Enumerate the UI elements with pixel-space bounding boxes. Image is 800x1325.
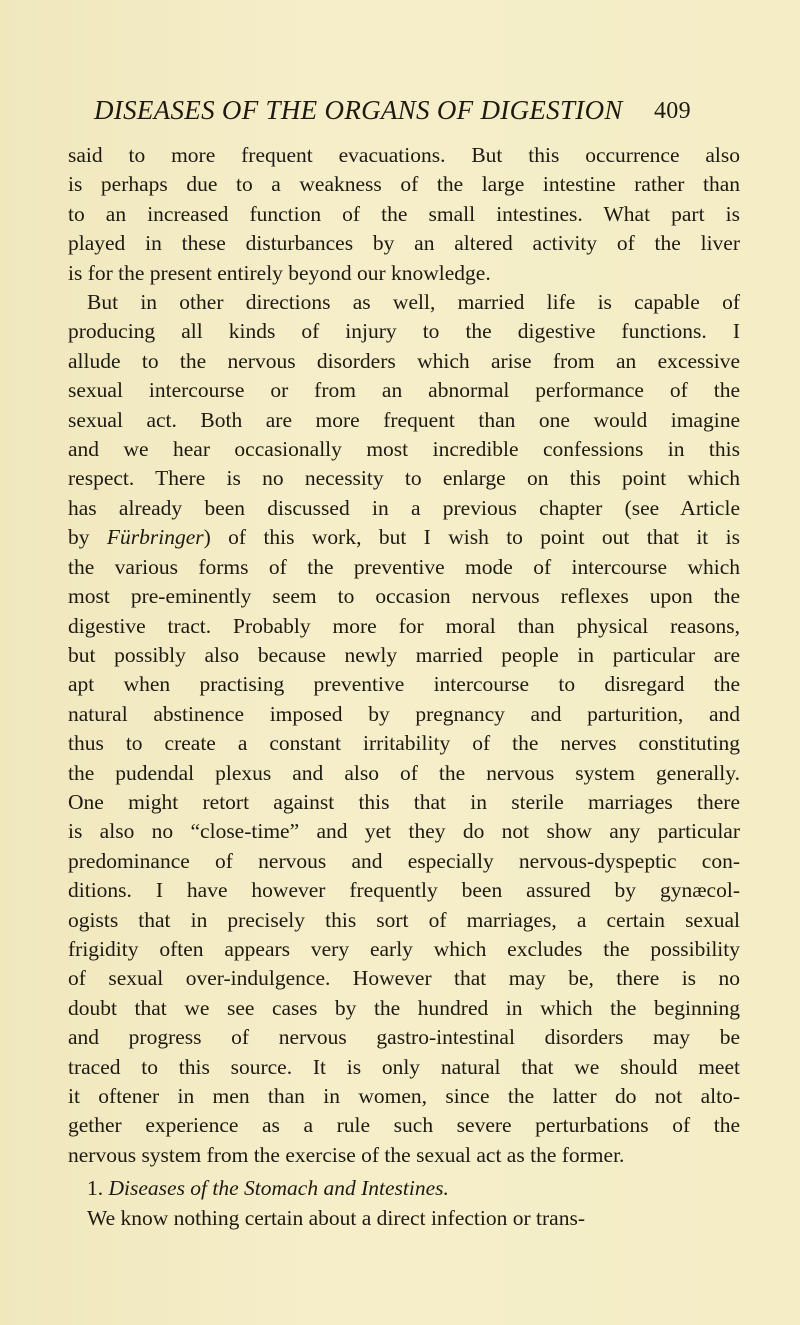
- citation-prefix: by: [68, 525, 107, 550]
- text-line: the pudendal plexus and also of the nervous system generally.: [68, 760, 740, 785]
- text-line: allude to the nervous disorders which arise from an excessive: [68, 348, 740, 373]
- text-line: respect. There is no necessity to enlarge on this point which: [68, 466, 740, 491]
- text-line: natural abstinence imposed by pregnancy and parturition, and: [68, 701, 740, 726]
- text-line: sexual intercourse or from an abnormal performance of the: [68, 378, 740, 403]
- text-line: We know nothing certain about a direct infection or trans-: [87, 1205, 585, 1230]
- text-line: nervous system from the exercise of the sexual act as the former.: [68, 1142, 625, 1167]
- text-line: the various forms of the preventive mode of intercourse which: [68, 554, 740, 579]
- text-line: and progress of nervous gastro-intestinal disorders may be: [68, 1025, 740, 1050]
- text-line: and we hear occasionally most incredible confessions in this: [68, 437, 740, 462]
- paragraph-2: [68, 288, 740, 1170]
- section-title: Diseases of the Stomach and Intestines.: [108, 1176, 449, 1201]
- author-citation: Fürbringer: [106, 525, 204, 550]
- text-line: frigidity often appears very early which excludes the possibility: [68, 936, 740, 961]
- text-line: doubt that we see cases by the hundred in which the beginning: [68, 995, 740, 1020]
- citation-close: ): [203, 525, 211, 550]
- text-line: is also no “close-time” and yet they do not show any particular: [68, 819, 740, 844]
- section-heading: [68, 1174, 740, 1203]
- text-line: traced to this source. It is only natural that we should meet: [68, 1054, 740, 1079]
- text-line: played in these disturbances by an altered activity of the liver: [68, 231, 740, 256]
- text-line: is perhaps due to a weakness of the large intestine rather than: [68, 172, 740, 197]
- text-line: has already been discussed in a previous chapter (see Article: [68, 495, 740, 520]
- text-line: but possibly also because newly married people in particular are: [68, 642, 740, 667]
- text-line: to an increased function of the small intestines. What part is: [68, 201, 740, 226]
- text-line: predominance of nervous and especially nervous-dyspeptic con-: [68, 848, 740, 873]
- text-line: ogists that in precisely this sort of marriages, a certain sexual: [68, 907, 740, 932]
- page-number: 409: [654, 98, 691, 124]
- text-line: sexual act. Both are more frequent than one would imagine: [68, 407, 740, 432]
- text-line: said to more frequent evacuations. But this occurrence also: [68, 143, 740, 167]
- text-line: most pre-eminently seem to occasion nervous reflexes upon the: [68, 584, 740, 609]
- text-line: it oftener in men than in women, since the latter do not alto-: [68, 1084, 740, 1108]
- paragraph-1: [68, 141, 740, 288]
- text-line: is for the present entirely beyond our knowledge.: [68, 260, 491, 285]
- text-line: One might retort against this that in sterile marriages there: [68, 789, 740, 814]
- text-line: producing all kinds of injury to the digestive functions. I: [68, 319, 740, 344]
- citation-rest: of this work, but I wish to point out that it is: [228, 525, 740, 550]
- running-title: DISEASES OF THE ORGANS OF DIGESTION: [94, 95, 623, 125]
- text-line: gether experience as a rule such severe perturbations of the: [68, 1113, 740, 1138]
- section-number: 1.: [87, 1176, 104, 1201]
- text-line: apt when practising preventive intercourse to disregard the: [68, 672, 740, 697]
- body-text: [68, 141, 740, 1233]
- text-line: But in other directions as well, married life is capable of: [87, 290, 740, 315]
- text-line: digestive tract. Probably more for moral than physical reasons,: [68, 613, 740, 638]
- text-line-with-citation: [68, 523, 740, 552]
- text-line: ditions. I have however frequently been assured by gynæcol-: [68, 878, 740, 903]
- text-line: thus to create a constant irritability of the nerves constituting: [68, 731, 740, 756]
- text-line: of sexual over-indulgence. However that may be, there is no: [68, 966, 740, 991]
